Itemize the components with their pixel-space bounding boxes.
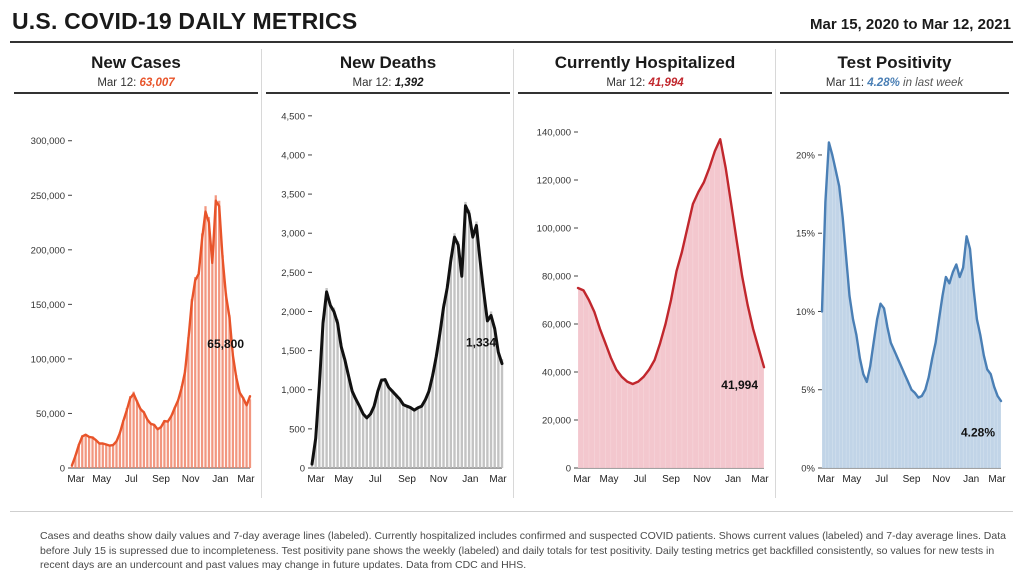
svg-text:250,000: 250,000 xyxy=(30,190,65,202)
panel-subtitle-new-deaths xyxy=(266,77,510,89)
svg-text:Jan: Jan xyxy=(963,474,980,485)
svg-text:Mar: Mar xyxy=(817,474,835,485)
svg-text:Mar: Mar xyxy=(489,474,507,485)
chart-svg-new-deaths xyxy=(266,94,510,504)
panel-sub-prefix: Mar 12: xyxy=(606,77,649,89)
svg-text:15%: 15% xyxy=(795,228,815,240)
chart-svg-test-positivity xyxy=(780,94,1009,504)
svg-text:20%: 20% xyxy=(795,150,815,162)
svg-text:Nov: Nov xyxy=(932,474,951,485)
svg-text:0: 0 xyxy=(565,463,571,475)
chart-new-cases xyxy=(14,94,258,504)
svg-text:Sep: Sep xyxy=(662,474,680,485)
svg-text:May: May xyxy=(599,474,619,485)
svg-text:Mar: Mar xyxy=(988,474,1006,485)
svg-text:65,800: 65,800 xyxy=(207,337,244,351)
charts-row xyxy=(10,45,1013,504)
chart-test-positivity xyxy=(780,94,1009,504)
panel-sub-prefix: Mar 11: xyxy=(825,77,868,89)
svg-text:40,000: 40,000 xyxy=(541,367,571,379)
svg-text:May: May xyxy=(842,474,862,485)
svg-text:150,000: 150,000 xyxy=(30,299,65,311)
chart-currently-hospitalized xyxy=(518,94,772,504)
panel-title-currently-hospitalized: Currently Hospitalized xyxy=(554,53,736,72)
svg-text:Jan: Jan xyxy=(724,474,742,485)
svg-text:140,000: 140,000 xyxy=(536,127,571,139)
svg-text:10%: 10% xyxy=(795,306,815,318)
svg-text:Jan: Jan xyxy=(462,474,479,485)
panel-currently-hospitalized xyxy=(514,45,776,504)
panel-title-new-cases: New Cases xyxy=(91,53,181,72)
panel-new-cases xyxy=(10,45,262,504)
svg-text:3,000: 3,000 xyxy=(281,228,305,240)
svg-text:41,994: 41,994 xyxy=(721,377,758,392)
panel-sub-suffix: in last week xyxy=(899,77,964,89)
svg-text:1,334: 1,334 xyxy=(465,335,496,350)
panel-sub-value: 1,392 xyxy=(394,77,424,89)
panel-sub-value: 41,994 xyxy=(648,77,684,89)
svg-text:0%: 0% xyxy=(801,463,815,475)
svg-text:Sep: Sep xyxy=(152,474,170,485)
svg-text:Jul: Jul xyxy=(368,474,382,485)
svg-text:4,000: 4,000 xyxy=(281,150,305,162)
chart-svg-currently-hospitalized xyxy=(518,94,772,504)
svg-text:100,000: 100,000 xyxy=(536,223,571,235)
svg-text:May: May xyxy=(92,474,112,485)
panel-sub-value: 4.28% xyxy=(867,77,900,89)
svg-text:300,000: 300,000 xyxy=(30,136,65,148)
svg-text:Jul: Jul xyxy=(633,474,647,485)
panel-test-positivity xyxy=(776,45,1013,504)
svg-text:4,500: 4,500 xyxy=(281,111,305,123)
svg-text:May: May xyxy=(334,474,354,485)
svg-text:1,500: 1,500 xyxy=(281,346,305,358)
svg-text:200,000: 200,000 xyxy=(30,245,65,257)
svg-text:500: 500 xyxy=(289,424,305,436)
panel-sub-value: 63,007 xyxy=(139,77,175,89)
date-range-label: Mar 15, 2020 to Mar 12, 2021 xyxy=(810,16,1011,33)
svg-text:Jan: Jan xyxy=(212,474,229,485)
svg-text:Nov: Nov xyxy=(429,474,448,485)
svg-text:60,000: 60,000 xyxy=(541,319,571,331)
panel-new-deaths xyxy=(262,45,514,504)
svg-text:0: 0 xyxy=(299,463,305,475)
panel-title-new-deaths: New Deaths xyxy=(339,53,437,72)
svg-text:1,000: 1,000 xyxy=(281,385,305,397)
panel-title-test-positivity: Test Positivity xyxy=(837,53,952,72)
panel-subtitle-new-cases xyxy=(14,77,258,89)
svg-text:20,000: 20,000 xyxy=(541,415,571,427)
panel-sub-prefix: Mar 12: xyxy=(352,77,395,89)
svg-text:Sep: Sep xyxy=(902,474,921,485)
svg-text:Mar: Mar xyxy=(307,474,325,485)
svg-text:Jul: Jul xyxy=(875,474,889,485)
page-title: U.S. COVID-19 DAILY METRICS xyxy=(12,8,358,34)
svg-text:Sep: Sep xyxy=(398,474,416,485)
footer-note: Cases and deaths show daily values and 7-day average lines (labeled). Currently hospitalized includes confirmed and suspected COVID patients. Shows current values (labeled) and 7-day average lines. Data before July 15 is supressed due to incompleteness. Test positivity pane shows the weekly (labeled) and daily totals for test positivity. Daily testing metrics get backfilled consistently, so values for new tests in recent days are an undercount and past values may change in future updates. Data from CDC and HHS. xyxy=(40,530,1006,571)
svg-text:Jul: Jul xyxy=(124,474,138,485)
svg-text:Nov: Nov xyxy=(693,474,711,485)
svg-text:Mar: Mar xyxy=(573,474,591,485)
svg-text:120,000: 120,000 xyxy=(536,175,571,187)
svg-text:100,000: 100,000 xyxy=(30,354,65,366)
svg-text:80,000: 80,000 xyxy=(541,271,571,283)
svg-text:Nov: Nov xyxy=(181,474,200,485)
panel-subtitle-test-positivity xyxy=(780,77,1009,89)
svg-text:50,000: 50,000 xyxy=(35,408,65,420)
svg-text:5%: 5% xyxy=(801,385,815,397)
svg-text:3,500: 3,500 xyxy=(281,189,305,201)
chart-new-deaths xyxy=(266,94,510,504)
svg-text:4.28%: 4.28% xyxy=(960,425,995,440)
svg-text:Mar: Mar xyxy=(237,474,255,485)
svg-text:Mar: Mar xyxy=(751,474,769,485)
svg-text:2,000: 2,000 xyxy=(281,306,305,318)
panel-sub-prefix: Mar 12: xyxy=(97,77,140,89)
chart-svg-new-cases xyxy=(14,94,258,504)
footer-divider xyxy=(10,511,1013,512)
page-header xyxy=(10,0,1013,43)
svg-text:0: 0 xyxy=(59,463,65,475)
svg-text:2,500: 2,500 xyxy=(281,267,305,279)
svg-text:Mar: Mar xyxy=(67,474,85,485)
panel-subtitle-currently-hospitalized xyxy=(518,77,772,89)
